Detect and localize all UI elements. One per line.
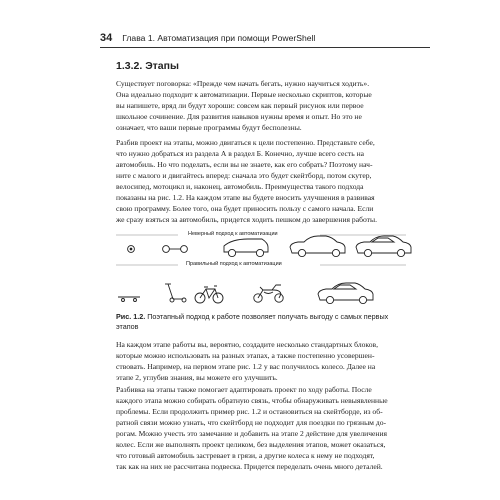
text-line: показаны на рис. 1.2. На каждом этапе вы будете вносить улучшения в развивая [116, 193, 375, 202]
text-line: Существует поговорка: «Прежде чем начать бегать, нужно научиться ходить». [116, 79, 370, 88]
text-line: На каждом этапе работы вы, вероятно, создадите несколько стандартных блоков, [116, 340, 378, 349]
figure-caption [116, 312, 406, 331]
wrong-approach-title: Неверный подход к автоматизации [188, 231, 278, 237]
caption-text: Поэтапный подход к работе позволяет получать выгоду с самых первых этапов [116, 312, 389, 331]
text-line: автомобиль. Но что поделать, если вы не знаете, как его собрать? Поэтому нач- [116, 160, 373, 169]
text-line: Разбив проект на этапы, можно двигаться к цели постепенно. Представьте себе, [116, 138, 375, 147]
paragraph-3 [116, 339, 401, 383]
car-chassis-icon [224, 239, 268, 257]
text-line: означает, что ваши первые программы будут бесполезны. [116, 123, 302, 132]
text-line: что готовый автомобиль застревает в грязи, а другие колеса к нему не подходят, [116, 451, 375, 460]
text-line: колес. Если же выполнять проект целиком, без выделения этапов, может оказаться, [116, 440, 386, 449]
scooter-icon [165, 284, 186, 302]
chapter-title: Глава 1. Автоматизация при помощи PowerShell [122, 33, 316, 43]
text-line: ните с малого и двигайтесь вперед: сначала это будет скейтборд, потом скутер, [116, 171, 372, 180]
text-line: вы напишете, вряд ли будут хороши: совсем как первый рисунок или первое [116, 101, 364, 110]
text-line: проблемы. Если продолжить пример рис. 1.2 и остановиться на скейтборде, из об- [116, 407, 383, 416]
paragraph-4 [116, 384, 401, 472]
skateboard-icon [118, 297, 140, 302]
car-body-icon [290, 236, 345, 257]
text-line: ратной связи можно узнать, что скейтборд не подходит для поездки по грязным до- [116, 418, 387, 427]
text-line: свою программу. Более того, она будет приносить пользу с самого начала. Если [116, 204, 374, 213]
text-line: же сразу взяться за автомобиль, придется ходить пешком до завершения работы. [116, 215, 377, 224]
text-line: что нужно добраться из раздела А в раздел Б. Конечно, лучше всего сесть на [116, 149, 365, 158]
motorbike-icon [254, 285, 283, 302]
right-approach-title: Правильный подход к автоматизации [186, 261, 282, 267]
text-line: велосипед, мотоцикл и, наконец, автомобиль. Преимущества такого подхода [116, 182, 364, 191]
caption-label: Рис. 1.2. [116, 312, 146, 321]
text-line: ствовать. Например, на первом этапе рис. 1.2 у вас получилось колесо. Далее на [116, 362, 376, 371]
text-line: которые можно использовать на разных этапах, а также постепенно усовершен- [116, 351, 375, 360]
section-title: 1.3.2. Этапы [116, 60, 179, 72]
wheel-icon [128, 246, 135, 253]
text-line: школьное сочинение. Для развития навыков нужны время и опыт. Но это не [116, 112, 362, 121]
text-line: так как на них не рассчитана подвеска. Придется переделать очень много деталей. [116, 462, 383, 471]
page-number: 34 [100, 32, 113, 44]
text-line: Она идеально подходит к автоматизации. Первые несколько скриптов, которые [116, 90, 372, 99]
car-final-icon [318, 283, 373, 304]
text-line: этапе 2, углубив знания, вы можете его улучшить. [116, 373, 278, 382]
text-line: Разбивка на этапы также помогает адаптировать проект по ходу работы. После [116, 385, 372, 394]
bicycle-icon [195, 286, 223, 303]
text-line: каждого этапа можно собирать обратную связь, чтобы обнаруживать невыявленные [116, 396, 388, 405]
text-line: рогам. Можно учесть это замечание и добавить на этапе 2 действие для увеличения [116, 429, 388, 438]
axle-icon [163, 246, 188, 253]
car-icon [356, 236, 411, 257]
